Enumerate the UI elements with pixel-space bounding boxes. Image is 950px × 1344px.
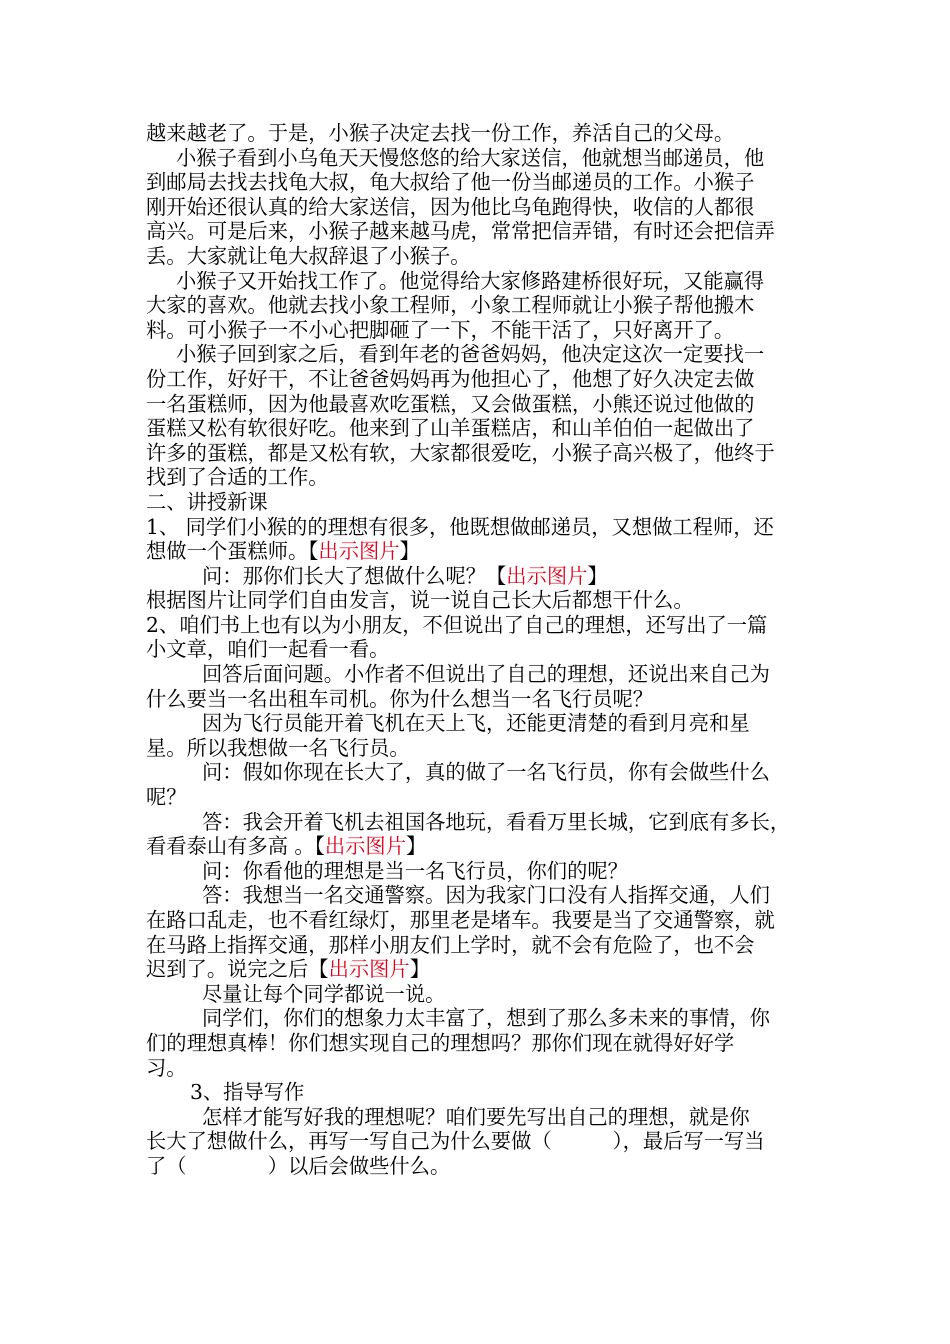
text-line-content: 看看泰山有多高 。 — [146, 834, 315, 859]
text-line: 越来越老了。于是，小猴子决定去找一份工作，养活自己的父母。 — [146, 121, 735, 145]
show-image-tag: 出示图片 — [324, 834, 406, 859]
text-line: 丢。大家就让龟大叔辞退了小猴子。 — [146, 243, 471, 268]
text-line: 怎样才能写好我的理想呢？咱们要先写出自己的理想，就是你 — [202, 1104, 750, 1129]
text-line-content: 想做一个蛋糕师。 — [146, 539, 309, 564]
text-line: 许多的蛋糕，都是又松有软，大家都很爱吃，小猴子高兴极了，他终于 — [146, 440, 775, 465]
text-line: 根据图片让同学们自由发言，说一说自己长大后都想干什么。 — [146, 588, 694, 613]
text-line: 呢？ — [146, 785, 187, 810]
text-line: 到邮局去找去找龟大叔，龟大叔给了他一份当邮递员的工作。小猴子 — [146, 170, 755, 195]
bracket-open: 【 — [308, 539, 319, 564]
text-line: 小猴子又开始找工作了。他觉得给大家修路建桥很好玩，又能赢得 — [176, 268, 765, 293]
bracket-close: 】 — [409, 957, 430, 982]
text-line: 小文章，咱们一起看一看。 — [146, 637, 390, 662]
text-line: 份工作，好好干，不让爸爸妈妈再为他担心了，他想了好久决定去做 — [146, 366, 755, 391]
text-line: 大家的喜欢。他就去找小象工程师，小象工程师就让小猴子帮他搬木 — [146, 293, 755, 318]
text-line: 了（ ）以后会做些什么。 — [146, 1153, 451, 1178]
text-line: 1、 同学们小猴的的理想有很多，他既想做邮递员，又想做工程师，还 — [146, 514, 774, 539]
text-line: 找到了合适的工作。 — [146, 465, 329, 490]
bracket-open: 【 — [308, 957, 329, 982]
document-page — [146, 121, 812, 1179]
section-heading: 3、指导写作 — [190, 1080, 305, 1105]
show-image-tag: 出示图片 — [328, 957, 410, 982]
text-line: 2、咱们书上也有以为小朋友，不但说出了自己的理想，还写出了一篇 — [146, 612, 768, 637]
text-line: 长大了想做什么，再写一写自己为什么要做（ ），最后写一写当 — [146, 1129, 765, 1154]
bracket-close: 】 — [399, 539, 420, 564]
text-line: 习。 — [146, 1055, 187, 1080]
text-line — [146, 539, 812, 564]
show-image-tag: 出示图片 — [318, 539, 400, 564]
text-line: 蛋糕又松有软很好吃。他来到了山羊蛋糕店，和山羊伯伯一起做出了 — [146, 416, 755, 441]
text-line: 在马路上指挥交通，那样小朋友们上学时，就不会有危险了，也不会 — [146, 932, 755, 957]
bracket-open: 【 — [314, 834, 325, 859]
text-line: 答：我想当一名交通警察。因为我家门口没有人指挥交通，人们 — [202, 883, 770, 908]
text-line: 回答后面问题。小作者不但说出了自己的理想，还说出来自己为 — [202, 662, 770, 687]
text-line: 什么要当一名出租车司机。你为什么想当一名飞行员呢？ — [146, 686, 654, 711]
text-line — [146, 834, 812, 859]
text-line: 问：你看他的理想是当一名飞行员，你们的呢？ — [202, 858, 628, 883]
text-line-content: 问：那你们长大了想做什么呢？ — [202, 563, 486, 588]
text-line: 尽量让每个同学都说一说。 — [202, 981, 446, 1006]
bracket-open: 【 — [485, 563, 507, 588]
text-line: 料。可小猴子一不小心把脚砸了一下，不能干活了，只好离开了。 — [146, 317, 735, 342]
text-line — [146, 564, 812, 589]
text-line: 小猴子回到家之后，看到年老的爸爸妈妈，他决定这次一定要找一 — [176, 342, 765, 367]
bracket-close: 】 — [587, 563, 608, 588]
text-line: 问：假如你现在长大了，真的做了一名飞行员，你有会做些什么 — [202, 760, 770, 785]
bracket-close: 】 — [405, 834, 427, 859]
text-line: 星。所以我想做一名飞行员。 — [146, 735, 410, 760]
section-heading: 二、讲授新课 — [146, 489, 268, 514]
text-line-content: 迟到了。说完之后 — [146, 957, 309, 982]
text-line: 答：我会开着飞机去祖国各地玩，看看万里长城，它到底有多长， — [202, 809, 791, 834]
text-line: 们的理想真棒！你们想实现自己的理想吗？那你们现在就得好好学 — [146, 1030, 735, 1055]
text-line: 因为飞行员能开着飞机在天上飞，还能更清楚的看到月亮和星 — [202, 711, 750, 736]
text-line: 刚开始还很认真的给大家送信，因为他比乌龟跑得快，收信的人都很 — [146, 194, 755, 219]
text-line: 小猴子看到小乌龟天天慢悠悠的给大家送信，他就想当邮递员，他 — [176, 145, 765, 170]
text-line: 一名蛋糕师，因为他最喜欢吃蛋糕，又会做蛋糕，小熊还说过他做的 — [146, 391, 755, 416]
show-image-tag: 出示图片 — [506, 563, 588, 588]
text-line — [146, 957, 812, 982]
text-line: 高兴。可是后来，小猴子越来越马虎，常常把信弄错，有时还会把信弄 — [146, 219, 775, 244]
text-line: 同学们，你们的想象力太丰富了，想到了那么多未来的事情，你 — [202, 1006, 770, 1031]
text-line: 在路口乱走，也不看红绿灯，那里老是堵车。我要是当了交通警察，就 — [146, 908, 775, 932]
